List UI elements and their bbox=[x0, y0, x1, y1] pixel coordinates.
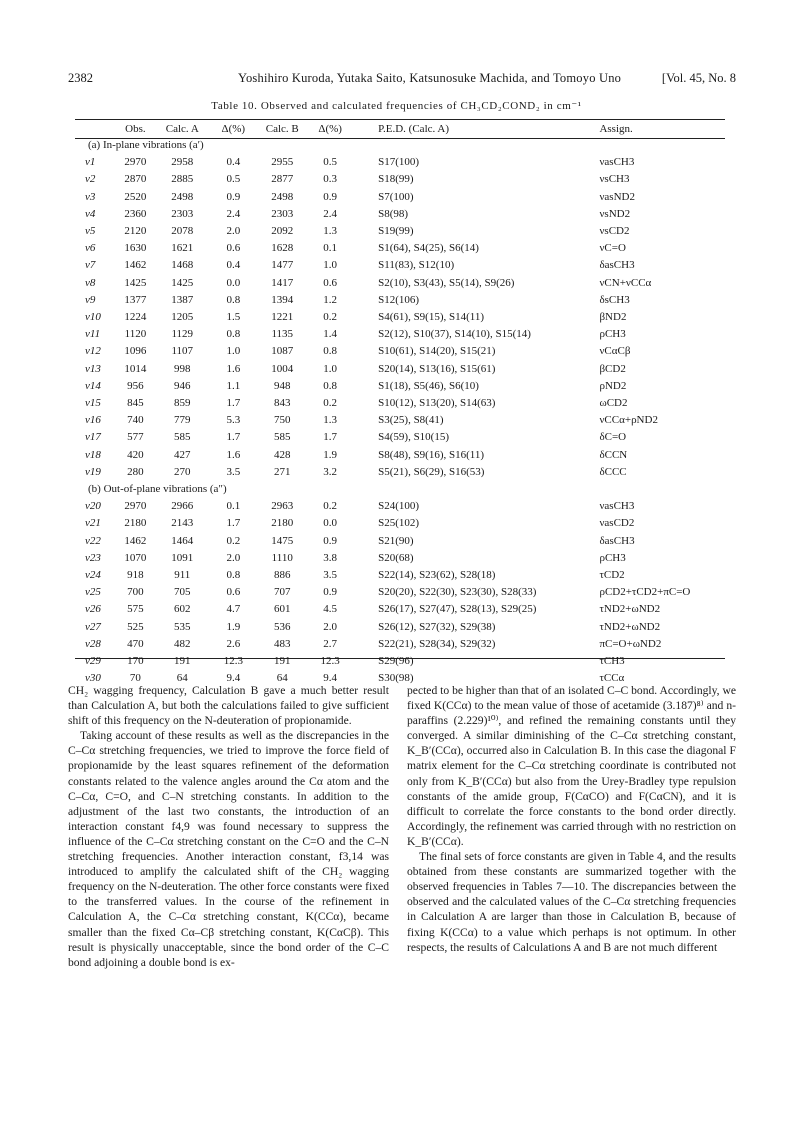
table-cell: S2(10), S3(43), S5(14), S9(26) bbox=[378, 276, 515, 289]
table-cell: 3.2 bbox=[323, 465, 338, 478]
table-cell: 1.1 bbox=[226, 379, 241, 392]
table-cell: βCD2 bbox=[599, 362, 626, 375]
table-cell: 602 bbox=[174, 603, 191, 616]
table-cell: S1(18), S5(46), S6(10) bbox=[378, 379, 479, 392]
table-cell: 1.5 bbox=[226, 311, 241, 324]
table-row bbox=[75, 601, 725, 618]
table-cell: 750 bbox=[274, 414, 291, 427]
table-cell: νC=O bbox=[599, 242, 626, 255]
table-cell: S20(68) bbox=[378, 551, 414, 564]
table-cell: 2120 bbox=[124, 225, 147, 238]
table-body bbox=[75, 137, 725, 688]
table-cell: S20(14), S13(16), S15(61) bbox=[378, 362, 496, 375]
table-cell: 1.7 bbox=[323, 431, 338, 444]
table-cell: 1070 bbox=[124, 551, 147, 564]
table-cell: 0.0 bbox=[226, 276, 241, 289]
table-cell: 1464 bbox=[171, 534, 194, 547]
table-cell: ν1 bbox=[85, 156, 96, 169]
table-cell: νCN+νCCα bbox=[599, 276, 652, 289]
table-cell: S22(14), S23(62), S28(18) bbox=[378, 569, 496, 582]
table-row bbox=[75, 447, 725, 464]
table-cell: S1(64), S4(25), S6(14) bbox=[378, 242, 479, 255]
table-cell: 1425 bbox=[171, 276, 194, 289]
table-cell: 0.4 bbox=[226, 259, 241, 272]
table-cell: 2303 bbox=[171, 207, 194, 220]
table-row bbox=[75, 619, 725, 636]
table-cell: ρND2 bbox=[599, 379, 627, 392]
paragraph: The final sets of force constants are given in Table 4, and the results obtained from these constants are summarized together with the observed frequencies in Tables 7—10. The discrepancies between the observed and the calculated values of the C–Cα stretching frequencies in Calculation A are larger than those in Calculation B, because of fixing K(CCα) to a value which perhaps is not optimum. In other respects, the results of Calculations A and B are not much different bbox=[407, 850, 736, 954]
table-cell: S29(96) bbox=[378, 655, 414, 668]
table-cell: S18(99) bbox=[378, 173, 414, 186]
table-cell: 1135 bbox=[271, 328, 294, 341]
table-cell: 280 bbox=[127, 465, 144, 478]
table-cell: τCD2 bbox=[599, 569, 625, 582]
table-cell: ν23 bbox=[85, 551, 101, 564]
table-cell: 1.4 bbox=[323, 328, 338, 341]
table-cell: ν29 bbox=[85, 655, 101, 668]
table-cell: 0.5 bbox=[226, 173, 241, 186]
table-cell: 191 bbox=[274, 655, 291, 668]
table-cell: 843 bbox=[274, 397, 291, 410]
table-cell: 1.9 bbox=[323, 448, 338, 461]
table-cell: 2870 bbox=[124, 173, 147, 186]
table-cell: 707 bbox=[274, 586, 291, 599]
table-cell: 1468 bbox=[171, 259, 194, 272]
table-cell: δCCN bbox=[599, 448, 628, 461]
table-cell: 4.7 bbox=[226, 603, 241, 616]
table-cell: 2498 bbox=[271, 190, 294, 203]
table-cell: νCαCβ bbox=[599, 345, 631, 358]
table-cell: 946 bbox=[174, 379, 191, 392]
table-cell: 998 bbox=[174, 362, 191, 375]
table-header-row bbox=[75, 121, 725, 137]
table-cell: 1621 bbox=[171, 242, 194, 255]
table-cell: 12.3 bbox=[320, 655, 340, 668]
table-cell: 0.9 bbox=[323, 534, 338, 547]
table-cell: τND2+ωND2 bbox=[599, 603, 661, 616]
table-cell: 0.8 bbox=[323, 345, 338, 358]
table-cell: ν10 bbox=[85, 311, 101, 324]
table-cell: S25(102) bbox=[378, 517, 420, 530]
table-cell: 0.2 bbox=[323, 397, 338, 410]
table-row bbox=[75, 154, 725, 171]
table-row bbox=[75, 240, 725, 257]
paragraph: Taking account of these results as well as the discrepancies in the C–Cα stretching frequencies, we tried to improve the force field of propionamide by the least squares refinement of the deformation constants related to the valence angles around the Cα atom and the C–Cα, C=O, and C–N stretching constants. In addition to the adjustment of the last two constants, the introduction of an interaction constant f4,9 was found necessary to suppress the influence of the C–Cα stretching constant on the C=O and the C–N stretching frequencies. Another interaction constant, f3,14 was introduced to amplify the calculated shift of the CH₂ wagging frequency on the N-deuteration. The other force constants were fixed to the transferred values. In the course of the refinement in Calculation A, the C–Cα stretching constant, K(CCα), became smaller than the fixed Cα–Cβ stretching constant, K(CαCβ). This result is physically unacceptable, since the bond order of the C–C bond adjoining a double bond is ex- bbox=[68, 729, 389, 969]
table-cell: 5.3 bbox=[226, 414, 241, 427]
table-cell: 948 bbox=[274, 379, 291, 392]
table-cell: 3.5 bbox=[323, 569, 338, 582]
body-column-left bbox=[68, 683, 389, 970]
table-cell: 585 bbox=[174, 431, 191, 444]
table-cell: 2966 bbox=[171, 500, 194, 513]
table-cell: 1.7 bbox=[226, 431, 241, 444]
volume-label: [Vol. 45, No. 8 bbox=[661, 71, 736, 85]
table-cell: 420 bbox=[127, 448, 144, 461]
table-cell: 2.0 bbox=[226, 225, 241, 238]
section-label: (b) Out-of-plane vibrations (a″) bbox=[88, 483, 227, 496]
table-cell: 525 bbox=[127, 620, 144, 633]
table-cell: 0.1 bbox=[226, 500, 241, 513]
table-cell: 191 bbox=[174, 655, 191, 668]
table-cell: δasCH3 bbox=[599, 259, 635, 272]
paragraph: CH₂ wagging frequency, Calculation B gave a much better result than Calculation A, but both the calculations failed to give sufficient shift of this frequency on the N-deuteration of propionamide. bbox=[68, 684, 389, 728]
table-cell: ν22 bbox=[85, 534, 101, 547]
table-cell: S4(61), S9(15), S14(11) bbox=[378, 311, 485, 324]
table-cell: ν19 bbox=[85, 465, 101, 478]
table-cell: 1096 bbox=[124, 345, 147, 358]
table-cell: 271 bbox=[274, 465, 291, 478]
table-cell: νasCH3 bbox=[599, 156, 635, 169]
table-cell: 1.3 bbox=[323, 414, 338, 427]
table-cell: 1425 bbox=[124, 276, 147, 289]
table-cell: 575 bbox=[127, 603, 144, 616]
table-cell: 1110 bbox=[271, 551, 293, 564]
table-cell: 1417 bbox=[271, 276, 294, 289]
table-cell: ν13 bbox=[85, 362, 101, 375]
table-cell: 470 bbox=[127, 637, 144, 650]
table-cell: 0.2 bbox=[323, 500, 338, 513]
table-cell: 1377 bbox=[124, 293, 147, 306]
table-cell: ν26 bbox=[85, 603, 101, 616]
table-cell: 2970 bbox=[124, 500, 147, 513]
table-cell: 1087 bbox=[271, 345, 294, 358]
table-cell: 1205 bbox=[171, 311, 194, 324]
table-cell: S26(12), S27(32), S29(38) bbox=[378, 620, 496, 633]
table-cell: νasCH3 bbox=[599, 500, 635, 513]
section-row bbox=[75, 481, 725, 498]
table-cell: S8(98) bbox=[378, 207, 409, 220]
table-cell: 1.7 bbox=[226, 517, 241, 530]
table-cell: 705 bbox=[174, 586, 191, 599]
table-cell: 0.9 bbox=[226, 190, 241, 203]
paragraph: pected to be higher than that of an isolated C–C bond. Accordingly, we fixed K(CCα) to the mean value of those of acetamide (3.187)⁸⁾ and n-paraffins (2.229)¹⁰⁾, and refined the remaining constants until they converged. A similar diminishing of the C–Cα stretching constant, K_B′(CCα), occurred also in Calculation B. In this case the diagonal F matrix element for the C–Cα stretching coordinate is contributed not only from K_B′(CCα) but also from the Urey-Bradley type repulsion constants of the amide group, F(CαCO) and F(CαCN), and it is difficult to correlate the force constants to the bond order directly. Accordingly, the refinement was carried through with no restriction on K_B′(CCα). bbox=[407, 684, 736, 848]
table-cell: S30(98) bbox=[378, 672, 414, 685]
table-cell: 779 bbox=[174, 414, 191, 427]
table-cell: 1221 bbox=[271, 311, 294, 324]
table-cell: ν16 bbox=[85, 414, 101, 427]
table-cell: S2(12), S10(37), S14(10), S15(14) bbox=[378, 328, 531, 341]
table-cell: S26(17), S27(47), S28(13), S29(25) bbox=[378, 603, 537, 616]
table-cell: 270 bbox=[174, 465, 191, 478]
column-header: P.E.D. (Calc. A) bbox=[378, 123, 450, 135]
table-cell: 1120 bbox=[124, 328, 147, 341]
table-cell: τCCα bbox=[599, 672, 625, 685]
table-row bbox=[75, 412, 725, 429]
table-cell: 2955 bbox=[271, 156, 294, 169]
table-cell: ν15 bbox=[85, 397, 101, 410]
table-cell: 1004 bbox=[271, 362, 294, 375]
table-cell: βND2 bbox=[599, 311, 627, 324]
table-cell: 0.0 bbox=[323, 517, 338, 530]
table-cell: ν3 bbox=[85, 190, 96, 203]
table-cell: 1.6 bbox=[226, 448, 241, 461]
table-cell: ρCD2+τCD2+πC=O bbox=[599, 586, 691, 599]
table-cell: 2180 bbox=[271, 517, 294, 530]
table-cell: 1224 bbox=[124, 311, 147, 324]
table-cell: 956 bbox=[127, 379, 144, 392]
table-cell: 0.2 bbox=[226, 534, 241, 547]
table-cell: S24(100) bbox=[378, 500, 420, 513]
table-cell: 1.9 bbox=[226, 620, 241, 633]
table-cell: 0.8 bbox=[323, 379, 338, 392]
table-row bbox=[75, 515, 725, 532]
table-row bbox=[75, 395, 725, 412]
table-cell: S10(12), S13(20), S14(63) bbox=[378, 397, 496, 410]
table-cell: 2.6 bbox=[226, 637, 241, 650]
table-cell: ν11 bbox=[85, 328, 101, 341]
table-cell: 0.4 bbox=[226, 156, 241, 169]
table-cell: 427 bbox=[174, 448, 191, 461]
section-row bbox=[75, 137, 725, 154]
table-cell: 1630 bbox=[124, 242, 147, 255]
frequency-table bbox=[75, 121, 725, 688]
table-cell: 0.6 bbox=[226, 242, 241, 255]
table-cell: δC=O bbox=[599, 431, 627, 444]
table-cell: 428 bbox=[274, 448, 291, 461]
table-cell: ν8 bbox=[85, 276, 96, 289]
table-cell: ν18 bbox=[85, 448, 101, 461]
table-cell: 2520 bbox=[124, 190, 147, 203]
section-label: (a) In-plane vibrations (a′) bbox=[88, 139, 204, 151]
running-header bbox=[68, 71, 736, 87]
table-cell: ν17 bbox=[85, 431, 101, 444]
table-cell: 585 bbox=[274, 431, 291, 444]
table-cell: 70 bbox=[129, 672, 141, 685]
table-cell: S3(25), S8(41) bbox=[378, 414, 444, 427]
table-cell: 2.4 bbox=[226, 207, 241, 220]
table-cell: 4.5 bbox=[323, 603, 338, 616]
table-cell: 1129 bbox=[171, 328, 194, 341]
table-cell: δsCH3 bbox=[599, 293, 630, 306]
table-cell: ρCH3 bbox=[599, 551, 626, 564]
table-cell: 2958 bbox=[171, 156, 194, 169]
table-cell: 1.6 bbox=[226, 362, 241, 375]
table-cell: S7(100) bbox=[378, 190, 414, 203]
table-cell: 2498 bbox=[171, 190, 194, 203]
table-row bbox=[75, 429, 725, 446]
table-row bbox=[75, 550, 725, 567]
table-cell: 1107 bbox=[171, 345, 194, 358]
table-cell: S4(59), S10(15) bbox=[378, 431, 450, 444]
table-cell: 0.8 bbox=[226, 328, 241, 341]
table-row bbox=[75, 292, 725, 309]
table-cell: ν30 bbox=[85, 672, 101, 685]
table-cell: 0.9 bbox=[323, 586, 338, 599]
table-cell: 1091 bbox=[171, 551, 194, 564]
table-cell: 1014 bbox=[124, 362, 147, 375]
table-cell: 0.8 bbox=[226, 569, 241, 582]
table-row bbox=[75, 326, 725, 343]
table-cell: ν27 bbox=[85, 620, 101, 633]
table-cell: 536 bbox=[274, 620, 291, 633]
table-cell: S12(106) bbox=[378, 293, 420, 306]
table-cell: ν25 bbox=[85, 586, 101, 599]
table-row bbox=[75, 206, 725, 223]
author-line: Yoshihiro Kuroda, Yutaka Saito, Katsunosuke Machida, and Tomoyo Uno bbox=[238, 71, 622, 85]
table-cell: 1.7 bbox=[226, 397, 241, 410]
table-cell: 911 bbox=[174, 569, 191, 582]
table-cell: 64 bbox=[276, 672, 288, 685]
table-cell: 1462 bbox=[124, 534, 147, 547]
table-cell: νsCD2 bbox=[599, 225, 630, 238]
table-cell: 0.8 bbox=[226, 293, 241, 306]
table-cell: S17(100) bbox=[378, 156, 420, 169]
table-row bbox=[75, 223, 725, 240]
table-cell: 0.2 bbox=[323, 311, 338, 324]
table-cell: 2.7 bbox=[323, 637, 338, 650]
table-cell: S20(20), S22(30), S23(30), S28(33) bbox=[378, 586, 537, 599]
table-cell: S10(61), S14(20), S15(21) bbox=[378, 345, 496, 358]
table-cell: ν2 bbox=[85, 173, 96, 186]
column-header: Obs. bbox=[125, 123, 146, 135]
table-cell: S22(21), S28(34), S29(32) bbox=[378, 637, 496, 650]
table-cell: ωCD2 bbox=[599, 397, 628, 410]
table-row bbox=[75, 189, 725, 206]
table-cell: 3.5 bbox=[226, 465, 241, 478]
table-cell: ν24 bbox=[85, 569, 101, 582]
table-row bbox=[75, 171, 725, 188]
table-cell: 859 bbox=[174, 397, 191, 410]
table-cell: 2360 bbox=[124, 207, 147, 220]
table-cell: 886 bbox=[274, 569, 291, 582]
table-cell: ν7 bbox=[85, 259, 96, 272]
column-header: Calc. B bbox=[265, 123, 299, 135]
table-cell: 2078 bbox=[171, 225, 194, 238]
table-cell: 1.0 bbox=[226, 345, 241, 358]
table-cell: 0.1 bbox=[323, 242, 338, 255]
table-cell: 0.3 bbox=[323, 173, 338, 186]
table-row bbox=[75, 343, 725, 360]
table-cell: 2.0 bbox=[226, 551, 241, 564]
table-cell: 1.2 bbox=[323, 293, 338, 306]
table-cell: 1628 bbox=[271, 242, 294, 255]
table-cell: ν4 bbox=[85, 207, 96, 220]
table-cell: S19(99) bbox=[378, 225, 414, 238]
table-cell: 1477 bbox=[271, 259, 294, 272]
table-cell: τCH3 bbox=[599, 655, 625, 668]
table-row bbox=[75, 257, 725, 274]
table-row bbox=[75, 378, 725, 395]
table-cell: 2885 bbox=[171, 173, 194, 186]
table-row bbox=[75, 584, 725, 601]
table-row bbox=[75, 464, 725, 481]
table-cell: ν9 bbox=[85, 293, 96, 306]
table-cell: S21(90) bbox=[378, 534, 414, 547]
table-top-rule bbox=[75, 119, 725, 120]
table-cell: 12.3 bbox=[223, 655, 243, 668]
table-cell: 170 bbox=[127, 655, 144, 668]
page-number: 2382 bbox=[68, 71, 93, 85]
table-cell: ρCH3 bbox=[599, 328, 626, 341]
table-cell: 845 bbox=[127, 397, 144, 410]
table-cell: 2963 bbox=[271, 500, 294, 513]
table-row bbox=[75, 636, 725, 653]
table-cell: δCCC bbox=[599, 465, 627, 478]
table-row bbox=[75, 275, 725, 292]
table-cell: 1394 bbox=[271, 293, 294, 306]
table-cell: ν28 bbox=[85, 637, 101, 650]
table-cell: πC=O+ωND2 bbox=[599, 637, 662, 650]
table-cell: νasCD2 bbox=[599, 517, 635, 530]
table-cell: 2143 bbox=[171, 517, 194, 530]
column-header: Δ(%) bbox=[318, 123, 342, 135]
table-cell: νsCH3 bbox=[599, 173, 630, 186]
column-header: Δ(%) bbox=[221, 123, 246, 135]
table-cell: νsND2 bbox=[599, 207, 631, 220]
column-header bbox=[75, 121, 115, 137]
table-cell: 1.0 bbox=[323, 259, 338, 272]
table-cell: 1475 bbox=[271, 534, 294, 547]
table-cell: 2180 bbox=[124, 517, 147, 530]
table-cell: 2.0 bbox=[323, 620, 338, 633]
table-cell: ν12 bbox=[85, 345, 101, 358]
table-cell: 535 bbox=[174, 620, 191, 633]
table-cell: 1387 bbox=[171, 293, 194, 306]
table-cell: ν21 bbox=[85, 517, 101, 530]
table-cell: 2.4 bbox=[323, 207, 338, 220]
table-cell: S8(48), S9(16), S16(11) bbox=[378, 448, 485, 461]
table-cell: 1.3 bbox=[323, 225, 338, 238]
table-cell: ν5 bbox=[85, 225, 96, 238]
table-cell: νCCα+ρND2 bbox=[599, 414, 658, 427]
table-cell: ν20 bbox=[85, 500, 101, 513]
table-cell: 700 bbox=[127, 586, 144, 599]
table-cell: 2877 bbox=[271, 173, 294, 186]
table-row bbox=[75, 309, 725, 326]
table-cell: ν6 bbox=[85, 242, 96, 255]
table-cell: ν14 bbox=[85, 379, 101, 392]
column-header: Assign. bbox=[599, 123, 633, 135]
table-row bbox=[75, 653, 725, 670]
table-cell: 0.5 bbox=[323, 156, 338, 169]
table-cell: 0.6 bbox=[226, 586, 241, 599]
table-cell: 3.8 bbox=[323, 551, 338, 564]
table-cell: 9.4 bbox=[226, 672, 241, 685]
table-cell: νasND2 bbox=[599, 190, 635, 203]
table-row bbox=[75, 533, 725, 550]
table-cell: 1462 bbox=[124, 259, 147, 272]
table-cell: 918 bbox=[127, 569, 144, 582]
table-cell: τND2+ωND2 bbox=[599, 620, 661, 633]
table-cell: 2092 bbox=[271, 225, 294, 238]
table-caption: Table 10. Observed and calculated frequencies of CH₃CD₂COND₂ in cm⁻¹ bbox=[211, 100, 582, 112]
table-cell: 601 bbox=[274, 603, 291, 616]
table-cell: S5(21), S6(29), S16(53) bbox=[378, 465, 485, 478]
table-cell: 2303 bbox=[271, 207, 294, 220]
column-header: Calc. A bbox=[165, 123, 199, 135]
table-cell: 577 bbox=[127, 431, 144, 444]
table-cell: 1.0 bbox=[323, 362, 338, 375]
table-row bbox=[75, 361, 725, 378]
table-row bbox=[75, 567, 725, 584]
table-cell: 2970 bbox=[124, 156, 147, 169]
table-cell: δasCH3 bbox=[599, 534, 635, 547]
table-cell: 482 bbox=[174, 637, 191, 650]
table-cell: 9.4 bbox=[323, 672, 338, 685]
table-cell: 483 bbox=[274, 637, 291, 650]
table-cell: 0.9 bbox=[323, 190, 338, 203]
table-row bbox=[75, 498, 725, 515]
table-cell: 0.6 bbox=[323, 276, 338, 289]
body-column-right bbox=[407, 683, 736, 955]
table-cell: 64 bbox=[176, 672, 188, 685]
table-cell: S11(83), S12(10) bbox=[378, 259, 455, 272]
table-cell: 740 bbox=[127, 414, 144, 427]
